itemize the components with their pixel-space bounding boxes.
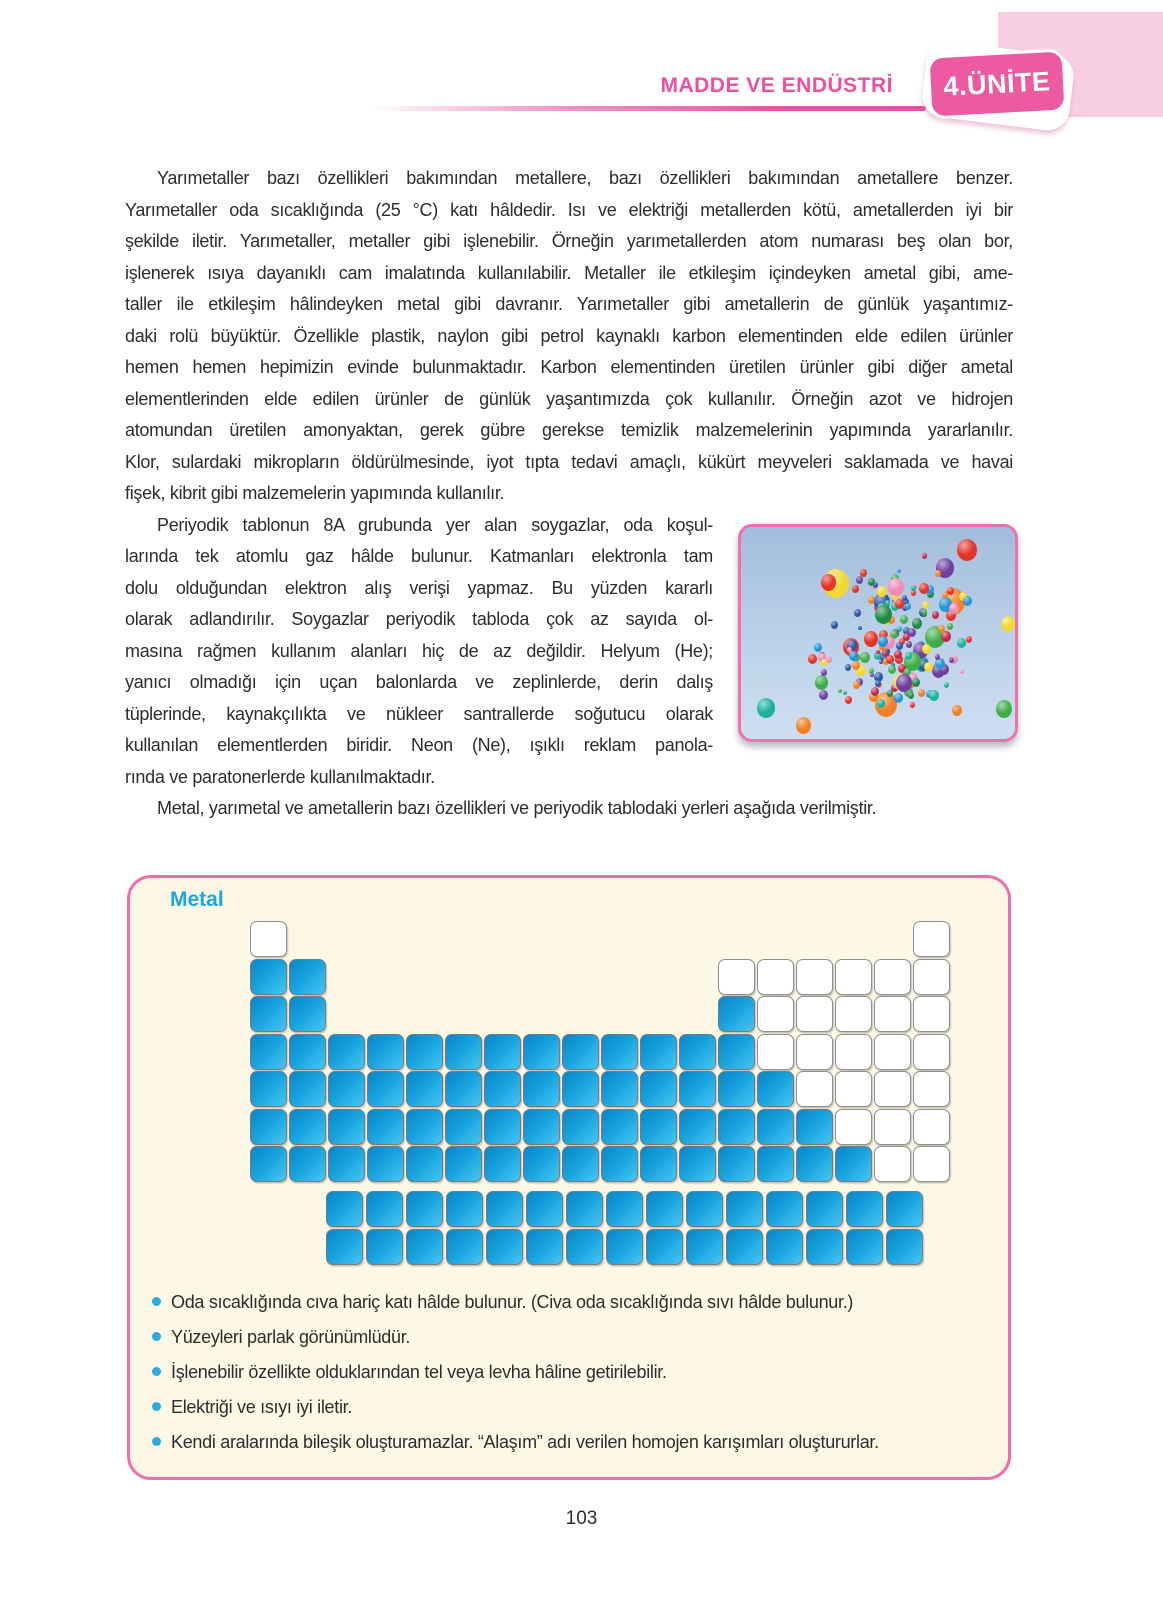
ptable-metal-cell xyxy=(406,1034,443,1070)
ptable-other-cell xyxy=(835,1034,872,1070)
balloon xyxy=(1001,616,1015,632)
balloon xyxy=(938,625,945,633)
ptable-metal-cell xyxy=(289,996,326,1032)
balloon xyxy=(860,652,870,663)
fblock-metal-cell xyxy=(606,1191,643,1227)
text-line: dolu olduğundan elektron alış verişi yapmaz. Bu yüzden kararlı xyxy=(125,577,713,598)
text-line: Klor, sulardaki mikropların öldürülmesinde, iyot tıpta tedavi amaçlı, kükürt meyveleri saklamada ve havai xyxy=(125,451,1013,472)
ptable-metal-cell xyxy=(601,1071,638,1107)
fblock-metal-cell xyxy=(846,1191,883,1227)
balloon xyxy=(882,650,888,657)
fblock-metal-cell xyxy=(526,1191,563,1227)
fblock-metal-cell xyxy=(526,1229,563,1265)
balloon xyxy=(888,665,896,674)
ptable-other-cell xyxy=(874,1071,911,1107)
fblock-metal-cell xyxy=(686,1229,723,1265)
fblock-metal-cell xyxy=(726,1229,763,1265)
text-line: Yarımetaller oda sıcaklığında (25 °C) katı hâldedir. Isı ve elektriği metallerden kötü, ametallerden iyi bir xyxy=(125,199,1013,220)
balloons-photo xyxy=(738,524,1018,742)
balloon xyxy=(845,696,852,704)
balloon xyxy=(949,603,959,614)
balloon xyxy=(819,690,828,700)
balloon xyxy=(903,633,910,641)
fblock-metal-cell xyxy=(366,1191,403,1227)
balloon xyxy=(852,585,859,593)
ptable-metal-cell xyxy=(640,1146,677,1182)
ptable-other-cell xyxy=(796,996,833,1032)
ptable-metal-cell xyxy=(757,1071,794,1107)
ptable-other-cell xyxy=(874,1034,911,1070)
bullet-icon xyxy=(152,1297,161,1306)
balloon xyxy=(838,689,842,693)
balloon xyxy=(952,705,962,716)
text-line: yanıcı olmadığı için uçan balonlarda ve zeplinlerde, derin dalış xyxy=(125,672,713,692)
ptable-metal-cell xyxy=(445,1071,482,1107)
ptable-metal-cell xyxy=(250,1071,287,1107)
ptable-metal-cell xyxy=(601,1034,638,1070)
balloon xyxy=(918,689,925,697)
bullet-text: İşlenebilir özellikte olduklarından tel veya levha hâline getirilebilir. xyxy=(171,1361,667,1382)
balloon xyxy=(896,642,903,650)
ptable-other-cell xyxy=(913,921,950,957)
balloon xyxy=(912,678,920,687)
ptable-metal-cell xyxy=(757,1109,794,1145)
ptable-metal-cell xyxy=(445,1146,482,1182)
metal-property-item xyxy=(152,1361,984,1383)
bullet-text: Kendi aralarında bileşik oluşturamazlar. “Alaşım” adı verilen homojen karışımları oluştururlar. xyxy=(171,1431,879,1452)
ptable-metal-cell xyxy=(328,1071,365,1107)
text-line: Periyodik tablonun 8A grubunda yer alan soygazlar, oda koşul- xyxy=(157,514,713,535)
balloon xyxy=(894,693,903,703)
balloon xyxy=(932,611,939,619)
balloon xyxy=(877,699,885,708)
text-line: olarak adlandırılır. Soygazlar periyodik tabloda çok az sayıda ol- xyxy=(125,609,713,629)
ptable-metal-cell xyxy=(640,1034,677,1070)
header-rule xyxy=(370,106,926,111)
unit-badge xyxy=(922,44,1074,126)
ptable-metal-cell xyxy=(718,1034,755,1070)
bullet-text: Oda sıcaklığında cıva hariç katı hâlde bulunur. (Civa oda sıcaklığında sıvı hâlde bulunur.) xyxy=(171,1291,854,1312)
ptable-other-cell xyxy=(913,1109,950,1145)
unit-badge-plate xyxy=(926,48,1067,119)
ptable-metal-cell xyxy=(835,1146,872,1182)
balloon xyxy=(905,652,912,660)
metal-property-item xyxy=(152,1431,984,1453)
bullet-icon xyxy=(152,1402,161,1411)
balloon xyxy=(996,700,1012,718)
ptable-metal-cell xyxy=(679,1071,716,1107)
ptable-other-cell xyxy=(913,1071,950,1107)
balloon xyxy=(796,717,811,734)
ptable-metal-cell xyxy=(679,1109,716,1145)
ptable-metal-cell xyxy=(757,1146,794,1182)
ptable-other-cell xyxy=(874,1146,911,1182)
ptable-metal-cell xyxy=(328,1034,365,1070)
ptable-other-cell xyxy=(796,1034,833,1070)
text-line: daki rolü büyüktür. Özellikle plastik, naylon gibi petrol kaynaklı karbon elementinden elde edilen ürünler xyxy=(125,325,1013,346)
ptable-metal-cell xyxy=(601,1109,638,1145)
balloon xyxy=(808,654,817,664)
balloon xyxy=(911,585,916,591)
ptable-metal-cell xyxy=(718,1146,755,1182)
ptable-metal-cell xyxy=(523,1146,560,1182)
balloon xyxy=(888,578,904,596)
text-line: elementlerinden elde edilen ürünler de günlük yaşantımızda çok kullanılır. Örneğin azot ve hidrojen xyxy=(125,388,1013,409)
ptable-other-cell xyxy=(796,959,833,995)
balloon xyxy=(908,692,914,699)
fblock-metal-cell xyxy=(366,1229,403,1265)
ptable-metal-cell xyxy=(796,1109,833,1145)
text-line: Yarımetaller bazı özellikleri bakımından metallere, bazı özellikleri bakımından ametallere benzer. xyxy=(157,168,1013,188)
ptable-other-cell xyxy=(835,1071,872,1107)
ptable-other-cell xyxy=(874,1109,911,1145)
metal-property-item xyxy=(152,1396,984,1418)
fblock-metal-cell xyxy=(566,1191,603,1227)
balloon xyxy=(896,674,912,692)
paragraph-intro-table xyxy=(125,793,1013,825)
ptable-metal-cell xyxy=(328,1146,365,1182)
balloon xyxy=(831,621,838,629)
balloon xyxy=(912,618,922,629)
ptable-metal-cell xyxy=(601,1146,638,1182)
paragraph-metalloids xyxy=(125,163,1013,510)
ptable-metal-cell xyxy=(250,1034,287,1070)
ptable-metal-cell xyxy=(796,1146,833,1182)
ptable-other-cell xyxy=(913,996,950,1032)
balloon xyxy=(941,631,951,642)
fblock-metal-cell xyxy=(446,1191,483,1227)
balloon xyxy=(821,659,827,666)
balloon xyxy=(852,661,860,670)
balloon xyxy=(858,626,862,630)
ptable-metal-cell xyxy=(562,1071,599,1107)
text-line: hemen hemen hepimizin evinde bulunmaktadır. Karbon elementinden üretilen ürünler gibi diğer ametal xyxy=(125,357,1013,377)
balloon xyxy=(963,596,972,606)
balloon xyxy=(757,698,775,718)
balloon xyxy=(900,615,908,624)
text-line: larında tek atomlu gaz hâlde bulunur. Katmanları elektronla tam xyxy=(125,546,713,566)
balloon xyxy=(853,681,860,689)
ptable-metal-cell xyxy=(640,1071,677,1107)
balloon xyxy=(966,636,972,643)
ptable-metal-cell xyxy=(562,1146,599,1182)
bullet-icon xyxy=(152,1367,161,1376)
ptable-metal-cell xyxy=(718,996,755,1032)
ptable-metal-cell xyxy=(289,1146,326,1182)
balloon xyxy=(935,654,940,660)
balloon xyxy=(947,623,953,630)
ptable-other-cell xyxy=(835,996,872,1032)
text-line: taller ile etkileşim hâlindeyken metal gibi davranır. Yarımetaller gibi ametallerin de günlük yaşantımız- xyxy=(125,294,1013,314)
bullet-text: Elektriği ve ısıyı iyi iletir. xyxy=(171,1396,353,1417)
balloon xyxy=(957,539,977,561)
fblock-metal-cell xyxy=(806,1191,843,1227)
ptable-metal-cell xyxy=(367,1109,404,1145)
fblock-metal-cell xyxy=(646,1229,683,1265)
ptable-metal-cell xyxy=(718,1109,755,1145)
ptable-metal-cell xyxy=(406,1071,443,1107)
balloon xyxy=(935,570,941,577)
fblock-metal-cell xyxy=(686,1191,723,1227)
fblock-metal-cell xyxy=(886,1191,923,1227)
text-line: atomundan üretilen amonyaktan, gerek gübre gerekse temizlik malzemelerinin yapımında yararlanılır. xyxy=(125,420,1013,440)
ptable-metal-cell xyxy=(679,1034,716,1070)
page-content xyxy=(125,163,1013,825)
text-line: şekilde iletir. Yarımetaller, metaller gibi işlenebilir. Örneğin yarımetallerden atom numarası beş olan bor, xyxy=(125,231,1013,251)
ptable-metal-cell xyxy=(367,1146,404,1182)
ptable-metal-cell xyxy=(250,959,287,995)
periodic-table-grid xyxy=(250,921,950,1182)
ptable-metal-cell xyxy=(523,1109,560,1145)
fblock-metal-cell xyxy=(846,1229,883,1265)
ptable-metal-cell xyxy=(484,1109,521,1145)
paragraph-noblegases-row xyxy=(125,510,1013,794)
bullet-text: Yüzeyleri parlak görünümlüdür. xyxy=(171,1326,411,1347)
ptable-metal-cell xyxy=(718,1071,755,1107)
ptable-other-cell xyxy=(835,959,872,995)
ptable-metal-cell xyxy=(406,1109,443,1145)
ptable-other-cell xyxy=(913,959,950,995)
bullet-icon xyxy=(152,1332,161,1341)
balloon xyxy=(826,656,832,663)
ptable-other-cell xyxy=(757,1034,794,1070)
ptable-other-cell xyxy=(757,996,794,1032)
paragraph-noblegases xyxy=(125,510,713,794)
metal-box-title: Metal xyxy=(170,888,224,911)
balloon xyxy=(897,626,902,632)
chapter-title: MADDE VE ENDÜSTRİ xyxy=(660,74,893,97)
fblock-metal-cell xyxy=(406,1229,443,1265)
ptable-metal-cell xyxy=(679,1146,716,1182)
metal-properties-list xyxy=(152,1291,984,1453)
ptable-other-cell xyxy=(250,921,287,957)
fblock-metal-cell xyxy=(566,1229,603,1265)
metal-property-item xyxy=(152,1326,984,1348)
ptable-other-cell xyxy=(757,959,794,995)
ptable-other-cell xyxy=(913,1146,950,1182)
ptable-metal-cell xyxy=(484,1146,521,1182)
ptable-metal-cell xyxy=(406,1146,443,1182)
balloon xyxy=(879,660,883,664)
balloon xyxy=(843,691,847,695)
ptable-other-cell xyxy=(874,996,911,1032)
periodic-table-fblock xyxy=(326,1191,926,1265)
balloon xyxy=(870,673,874,677)
ptable-metal-cell xyxy=(367,1034,404,1070)
balloon xyxy=(929,690,939,701)
balloon xyxy=(944,682,949,688)
balloon xyxy=(922,553,927,559)
fblock-metal-cell xyxy=(446,1229,483,1265)
balloon xyxy=(924,662,933,672)
balloon xyxy=(906,641,912,648)
metal-property-item xyxy=(152,1291,984,1313)
fblock-metal-cell xyxy=(486,1191,523,1227)
ptable-metal-cell xyxy=(562,1034,599,1070)
balloon xyxy=(960,670,964,674)
unit-badge-label: 4.ÜNİTE xyxy=(942,65,1052,102)
ptable-metal-cell xyxy=(250,1146,287,1182)
ptable-other-cell xyxy=(796,1071,833,1107)
fblock-metal-cell xyxy=(326,1191,363,1227)
text-line: masına rağmen kullanım alanları hiç de az değildir. Helyum (He); xyxy=(125,640,713,661)
balloon xyxy=(894,650,902,659)
ptable-metal-cell xyxy=(484,1071,521,1107)
ptable-metal-cell xyxy=(289,1034,326,1070)
balloon xyxy=(856,576,863,584)
fblock-metal-cell xyxy=(886,1229,923,1265)
ptable-metal-cell xyxy=(523,1071,560,1107)
fblock-metal-cell xyxy=(606,1229,643,1265)
balloon xyxy=(947,587,954,595)
ptable-metal-cell xyxy=(484,1034,521,1070)
balloon xyxy=(895,599,904,609)
ptable-metal-cell xyxy=(328,1109,365,1145)
bullet-icon xyxy=(152,1437,161,1446)
ptable-other-cell xyxy=(913,1034,950,1070)
fblock-metal-cell xyxy=(646,1191,683,1227)
balloon xyxy=(821,669,827,676)
balloon xyxy=(922,644,931,654)
fblock-metal-cell xyxy=(406,1191,443,1227)
fblock-metal-cell xyxy=(766,1229,803,1265)
balloon xyxy=(876,650,880,654)
ptable-metal-cell xyxy=(367,1071,404,1107)
ptable-metal-cell xyxy=(562,1109,599,1145)
balloon xyxy=(815,675,828,690)
ptable-metal-cell xyxy=(289,1071,326,1107)
text-line: işlenerek ısıya dayanıklı cam imalatında kullanılabilir. Metaller ile etkileşim içindeyken ametal gibi, ame- xyxy=(125,262,1013,283)
ptable-other-cell xyxy=(718,959,755,995)
ptable-metal-cell xyxy=(289,959,326,995)
balloon xyxy=(897,569,901,573)
balloon xyxy=(845,664,851,671)
balloon xyxy=(910,702,915,708)
fblock-metal-cell xyxy=(326,1229,363,1265)
balloon xyxy=(871,687,879,696)
ptable-metal-cell xyxy=(250,1109,287,1145)
ptable-other-cell xyxy=(835,1109,872,1145)
fblock-metal-cell xyxy=(806,1229,843,1265)
ptable-metal-cell xyxy=(289,1109,326,1145)
ptable-metal-cell xyxy=(250,996,287,1032)
fblock-metal-cell xyxy=(486,1229,523,1265)
metal-properties-box xyxy=(127,875,1011,1480)
text-line: Metal, yarımetal ve ametallerin bazı özellikleri ve periyodik tablodaki yerleri aşağıda verilmiştir. xyxy=(157,798,877,818)
text-line: fişek, kibrit gibi malzemelerin yapımında kullanılır. xyxy=(125,483,505,503)
fblock-metal-cell xyxy=(726,1191,763,1227)
ptable-metal-cell xyxy=(640,1109,677,1145)
text-line: kullanılan elementlerden biridir. Neon (Ne), ışıklı reklam panola- xyxy=(125,735,713,755)
ptable-metal-cell xyxy=(523,1034,560,1070)
balloon xyxy=(864,631,878,647)
ptable-metal-cell xyxy=(445,1109,482,1145)
fblock-metal-cell xyxy=(766,1191,803,1227)
page-number: 103 xyxy=(565,1508,598,1529)
text-line: tüplerinde, kaynakçılıkta ve nükleer santrallerde soğutucu olarak xyxy=(125,703,713,724)
ptable-other-cell xyxy=(874,959,911,995)
text-line: rında ve paratonerlerde kullanılmaktadır. xyxy=(125,766,435,787)
balloon xyxy=(905,603,911,610)
balloon xyxy=(854,609,861,617)
balloon xyxy=(957,638,966,648)
ptable-metal-cell xyxy=(445,1034,482,1070)
